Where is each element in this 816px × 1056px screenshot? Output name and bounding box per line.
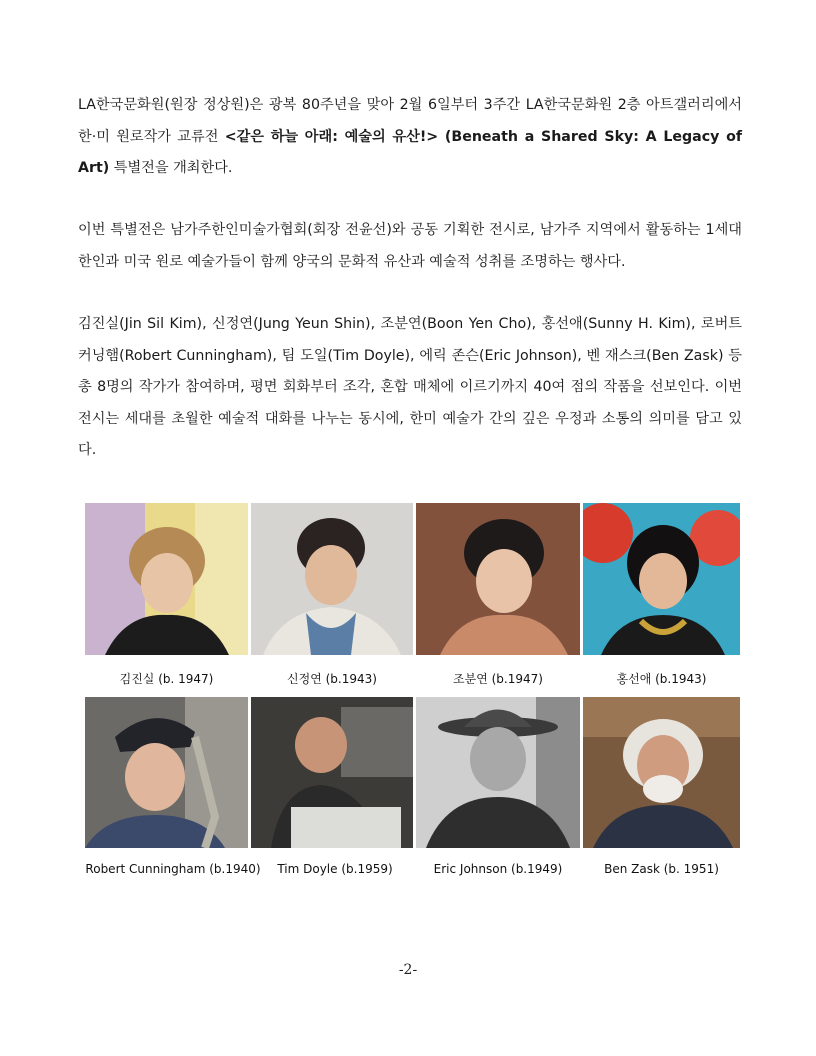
artist-caption: 홍선애 (b.1943) [616,672,707,686]
artist-photo-robert-cunningham [85,697,248,848]
artist-caption: Eric Johnson (b.1949) [433,862,563,876]
artist-caption: Tim Doyle (b.1959) [277,862,393,876]
artist-caption: Ben Zask (b. 1951) [604,862,719,876]
artist-photo-jin-sil-kim [85,503,248,655]
intro-text-end: 특별전을 개최한다. [109,160,233,176]
intro-text-start: LA한국문화원(원장 정상원)은 광복 80주년을 맞아 2월 6일부터 3주간 LA한국문화원 2층 아트갤러리에서 한·미 원로작가 교류전 [78,97,742,145]
artist-photo-sunny-h-kim [583,503,740,655]
artists-paragraph: 김진실(Jin Sil Kim), 신정연(Jung Yeun Shin), 조분연(Boon Yen Cho), 홍선애(Sunny H. Kim), 로버트 커닝햄(Robert Cunningham), 팀 도일(Tim Doyle), 에릭 존슨(Eric Johnson), 벤 재스크(Ben Zask) 등 총 8명의 작가가 참여하며, 평면 회화부터 조각, 혼합 매체에 이르기까지 40여 점의 작품을 선보인다. 이번 전시는 세대를 초월한 예술적 대화를 나누는 동시에, 한미 예술가 간의 깊은 우정과 소통의 의미를 담고 있다. [78,316,742,458]
artist-photo-jung-yeun-shin [251,503,413,655]
exhibition-description-paragraph: 이번 특별전은 남가주한인미술가협회(회장 전윤선)와 공동 기획한 전시로, 남가주 지역에서 활동하는 1세대 한인과 미국 원로 예술가들이 함께 양국의 문화적 유산과 예술적 성취를 조명하는 행사다. [78,222,742,270]
artist-photo-eric-johnson [416,697,580,848]
exhibition-title: <같은 하늘 아래: 예술의 유산!> (Beneath a Shared Sky: A Legacy of Art) [78,128,742,176]
intro-paragraph [78,90,742,185]
page-number: -2- [398,962,418,978]
artist-photo-boon-yen-cho [416,503,580,655]
artist-caption: 김진실 (b. 1947) [119,672,214,686]
artist-caption: 조분연 (b.1947) [453,672,543,686]
artist-caption: Robert Cunningham (b.1940) [85,862,261,876]
artist-photo-tim-doyle [251,697,413,848]
artist-photo-ben-zask [583,697,740,848]
artist-caption: 신정연 (b.1943) [287,672,377,686]
